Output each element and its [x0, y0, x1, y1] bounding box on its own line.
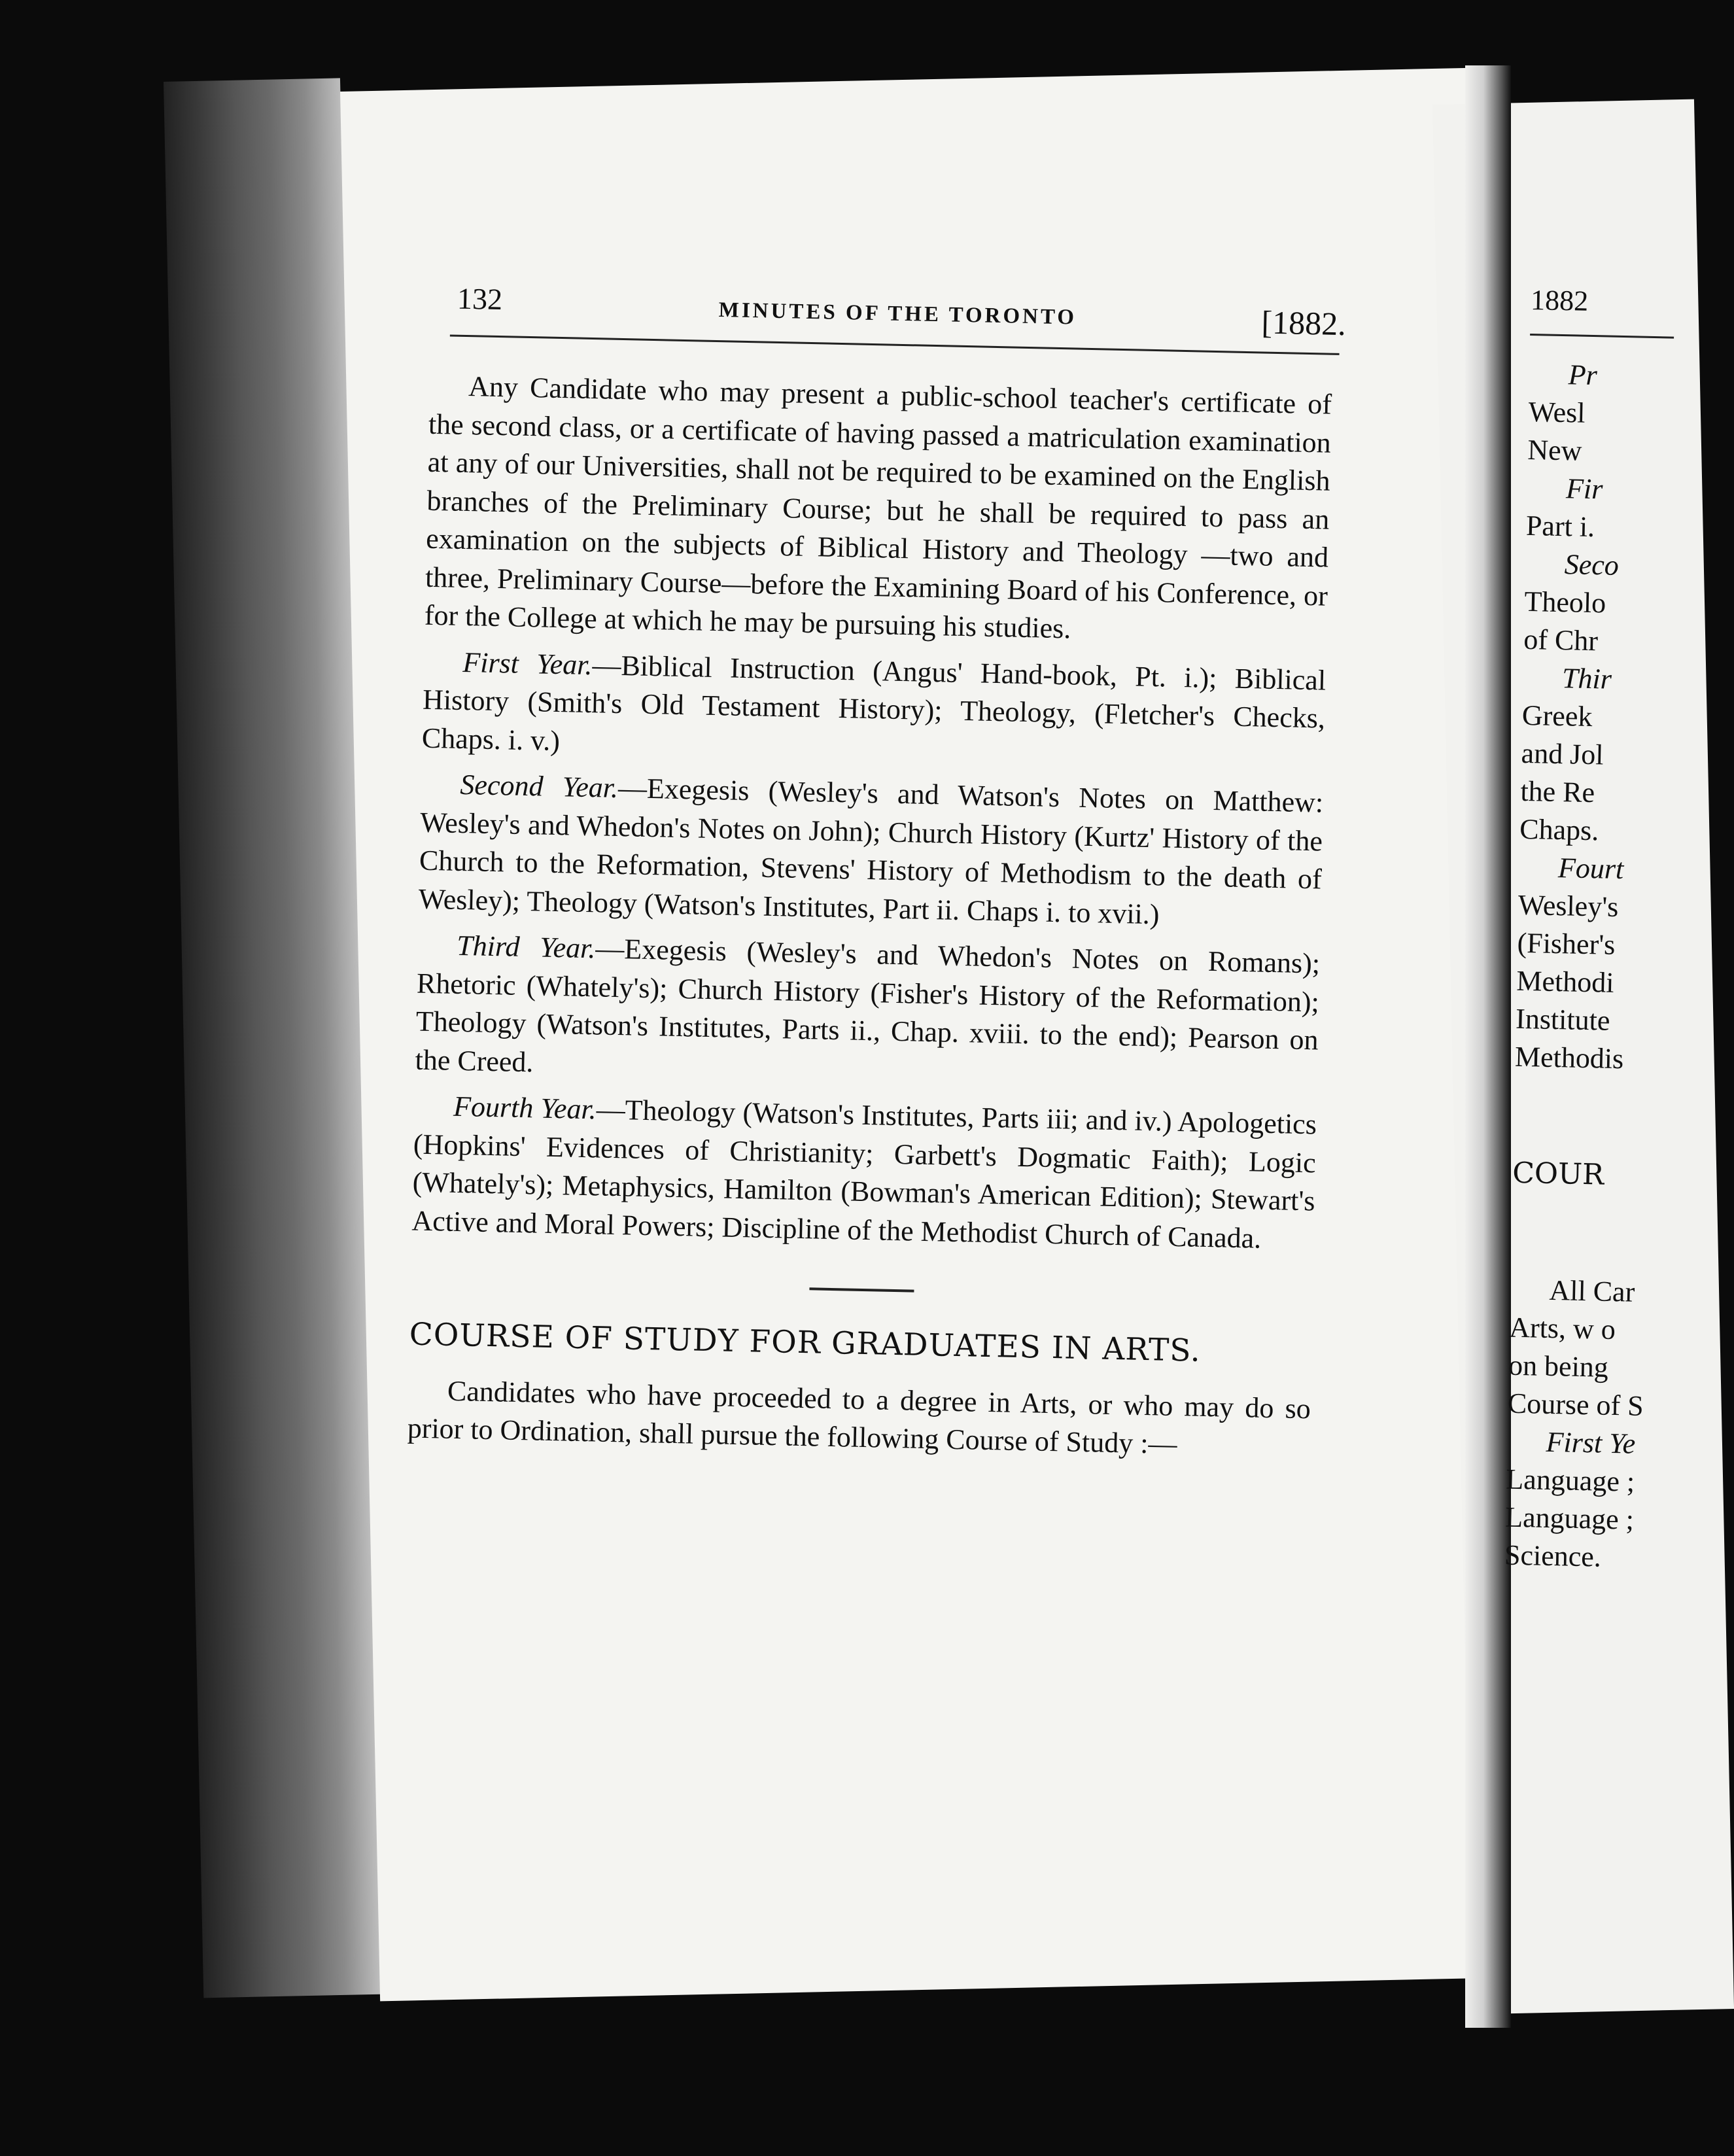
- right-line: New: [1527, 433, 1583, 467]
- right-heading: COUR: [1512, 1156, 1604, 1192]
- right-line: Thir: [1561, 662, 1612, 695]
- right-line: Methodi: [1516, 964, 1615, 999]
- right-line: Arts, w o: [1508, 1311, 1616, 1346]
- right-line: All Car: [1549, 1274, 1635, 1308]
- paragraph-lead: Third Year.: [456, 929, 596, 965]
- right-gap: [1513, 1076, 1658, 1158]
- running-year: [1882.: [1260, 304, 1347, 343]
- paragraph-text: —Exegesis (Wesley's and Whedon's Notes on Romans); Rhetoric (Whately's); Church History (Fisher's History of the Reformation); Theology (Watson's Institutes, Parts ii., Chap. xviii. to the end); Pearson on the Creed.: [415, 932, 1321, 1078]
- right-line: Methodis: [1514, 1040, 1624, 1075]
- right-line: Wesley's: [1517, 888, 1619, 924]
- right-line: Part i.: [1525, 509, 1595, 544]
- right-line: Course of S: [1507, 1387, 1644, 1422]
- paragraph-lead: Second Year.: [459, 768, 619, 804]
- right-line: Theolo: [1524, 585, 1606, 619]
- paragraph-second-year: [418, 765, 1324, 937]
- paragraph-third-year: [415, 926, 1321, 1098]
- right-running-year: 1882: [1530, 284, 1589, 317]
- paragraph-fourth-year: [411, 1087, 1317, 1259]
- page-number: 132: [457, 281, 503, 317]
- right-line: Seco: [1564, 548, 1620, 582]
- right-line: Fourt: [1557, 852, 1624, 886]
- section-paragraph: [407, 1371, 1311, 1467]
- paragraph-text: —Theology (Watson's Institutes, Parts iii; and iv.) Apologetics (Hopkins' Evidences of Christianity; Garbett's Dogmatic Faith); Logic (Whately's); Metaphysics, Hamilton (Bowman's American Edition); Stewart's Active and Moral Powers; Discipline of the Methodist Church of Canada.: [411, 1093, 1317, 1255]
- paragraph-lead: First Year.: [462, 646, 593, 681]
- right-line: Language ;: [1505, 1463, 1635, 1498]
- section-divider: [809, 1287, 914, 1292]
- paragraph-text: Candidates who have proceeded to a degree in Arts, or who may do so prior to Ordination, shall pursue the following Course of Study :—: [407, 1374, 1311, 1461]
- paragraph-text: —Exegesis (Wesley's and Watson's Notes on Matthew: Wesley's and Whedon's Notes on John); Church History (Kurtz' History of the Church to the Reformation, Stevens' History of Methodism to the death of Wesley); Theology (Watson's Institutes, Part ii. Chaps i. to xvii.): [418, 771, 1324, 930]
- right-line: the Re: [1520, 774, 1595, 809]
- right-line: and Jol: [1521, 737, 1604, 771]
- right-line: Pr: [1568, 358, 1598, 392]
- right-header-rule: [1530, 334, 1674, 339]
- right-line: Wesl: [1528, 395, 1586, 429]
- right-page-fragments: [1504, 284, 1674, 1577]
- right-line: on being: [1508, 1349, 1609, 1383]
- section-heading: COURSE OF STUDY FOR GRADUATES IN ARTS.: [409, 1316, 1202, 1369]
- right-line: Chaps.: [1519, 812, 1599, 847]
- paragraph-text: Any Candidate who may present a public-school teacher's certificate of the second class, or a certificate of having passed a matriculation examination at any of our Universities, shall not be required to be examined on the English branches of the Preliminary Course; but he shall be required to pass an examination on the subjects of Biblical History and Theology —two and three, Preliminary Course—before the Examining Board of his Conference, or for the College at which he may be pursuing his studies.: [424, 370, 1332, 645]
- right-line: of Chr: [1523, 623, 1599, 657]
- running-title: MINUTES OF THE TORONTO: [718, 298, 1077, 330]
- paragraph-lead: Fourth Year.: [453, 1090, 597, 1126]
- right-line: First Ye: [1546, 1425, 1636, 1460]
- right-line: Language ;: [1504, 1501, 1635, 1536]
- paragraph-candidate: [424, 367, 1332, 653]
- paragraph-text: —Biblical Instruction (Angus' Hand-book, Pt. i.); Biblical History (Smith's Old Testament History); Theology, (Fletcher's Checks, Chaps. i. v.): [421, 648, 1327, 757]
- right-line: Greek: [1521, 699, 1593, 733]
- right-line: Institute: [1515, 1002, 1610, 1037]
- paragraph-first-year: [421, 642, 1326, 776]
- body-text: [407, 367, 1332, 1474]
- right-line: (Fisher's: [1517, 926, 1616, 961]
- right-line: Fir: [1565, 472, 1603, 506]
- right-gap: [1510, 1192, 1656, 1274]
- right-line: Science.: [1504, 1539, 1602, 1573]
- book-gutter: [1465, 65, 1511, 2028]
